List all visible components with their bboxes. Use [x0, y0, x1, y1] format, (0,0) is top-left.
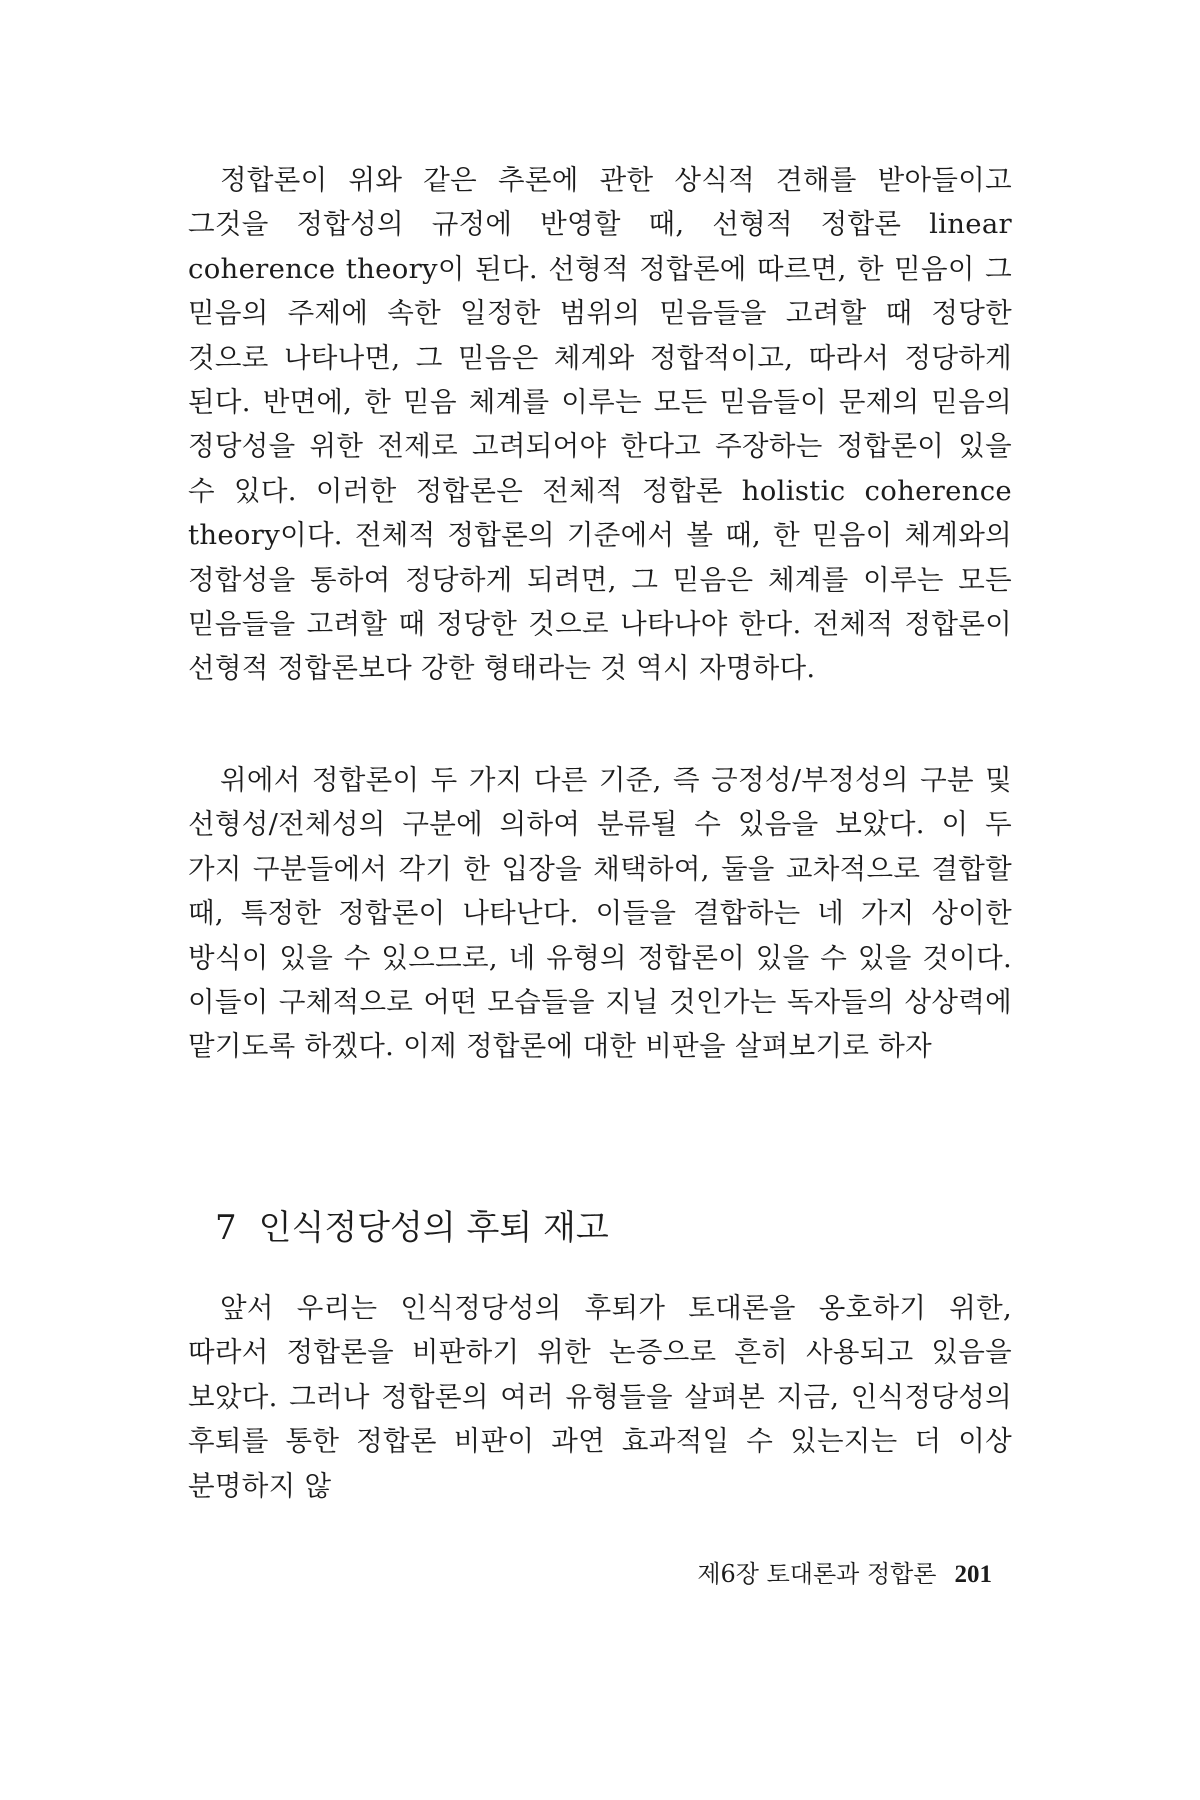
body-paragraph-1: 정합론이 위와 같은 추론에 관한 상식적 견해를 받아들이고 그것을 정합성의 규정에 반영할 때, 선형적 정합론 linear coherence theory이 된다. 선형적 정합론에 따르면, 한 믿음이 그 믿음의 주제에 속한 일정한 범위의 믿음들을 고려할 때 정당한 것으로 나타나면, 그 믿음은 체계와 정합적이고, 따라서 정당하게 된다. 반면에, 한 믿음 체계를 이루는 모든 믿음들이 문제의 믿음의 정당성을 위한 전제로 고려되어야 한다고 주장하는 정합론이 있을 수 있다. 이러한 정합론은 전체적 정합론 holistic coherence theory이다. 전체적 정합론의 기준에서 볼 때, 한 믿음이 체계와의 정합성을 통하여 정당하게 되려면, 그 믿음은 체계를 이루는 모든 믿음들을 고려할 때 정당한 것으로 나타나야 한다. 전체적 정합론이 선형적 정합론보다 강한 형태라는 것 역시 자명하다. — [188, 164, 1012, 685]
footer-chapter-title: 제6장 토대론과 정합론 — [697, 1560, 937, 1588]
page-number: 201 — [954, 1561, 992, 1588]
section-heading — [215, 1206, 609, 1250]
section-number: 7 — [215, 1208, 237, 1248]
section-title: 인식정당성의 후퇴 재고 — [258, 1208, 609, 1248]
running-footer — [680, 1558, 992, 1591]
body-paragraph-3: 앞서 우리는 인식정당성의 후퇴가 토대론을 옹호하기 위한, 따라서 정합론을 비판하기 위한 논증으로 흔히 사용되고 있음을 보았다. 그러나 정합론의 여러 유형들을 살펴본 지금, 인식정당성의 후퇴를 통한 정합론 비판이 과연 효과적일 수 있는지는 더 이상 분명하지 않 — [188, 1292, 1012, 1502]
body-paragraph-2: 위에서 정합론이 두 가지 다른 기준, 즉 긍정성/부정성의 구분 및 선형성/전체성의 구분에 의하여 분류될 수 있음을 보았다. 이 두 가지 구분들에서 각기 한 입장을 채택하여, 둘을 교차적으로 결합할 때, 특정한 정합론이 나타난다. 이들을 결합하는 네 가지 상이한 방식이 있을 수 있으므로, 네 유형의 정합론이 있을 수 있을 것이다. 이들이 구체적으로 어떤 모습들을 지닐 것인가는 독자들의 상상력에 맡기도록 하겠다. 이제 정합론에 대한 비판을 살펴보기로 하자 — [188, 764, 1012, 1063]
